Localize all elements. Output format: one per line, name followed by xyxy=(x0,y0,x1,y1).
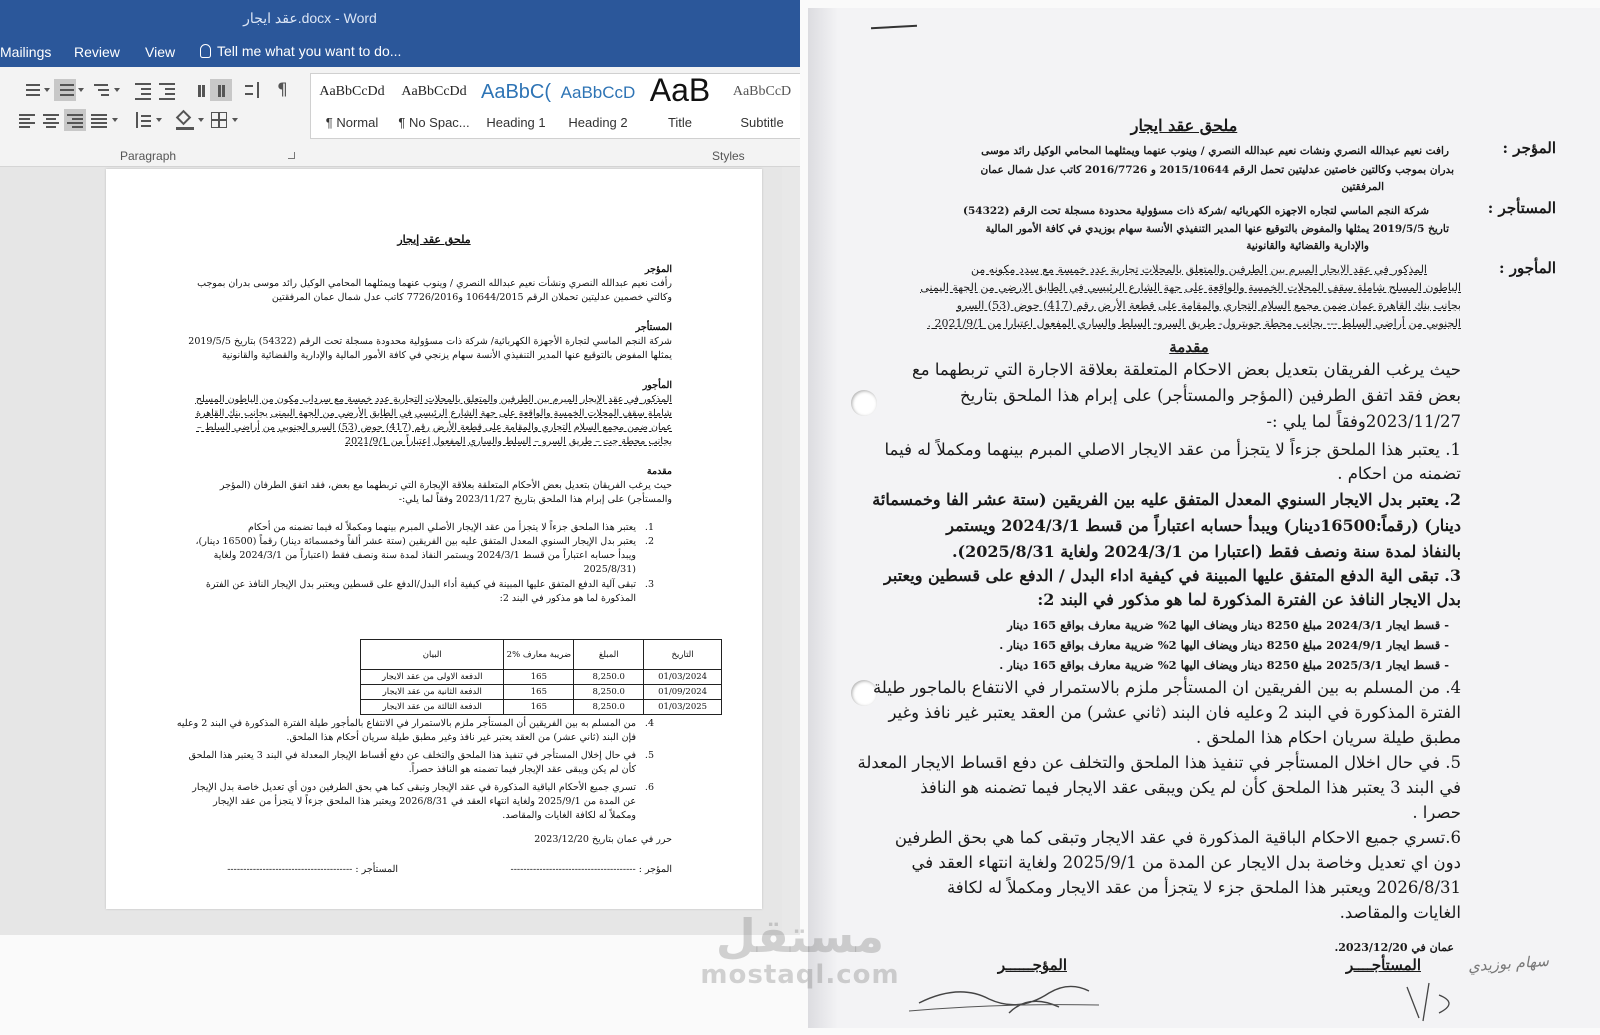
table-row xyxy=(361,670,722,685)
scan-handwriting: سهام بوزيدي xyxy=(1467,951,1550,976)
rtl-direction-icon[interactable] xyxy=(210,79,232,101)
ltr-direction-icon[interactable] xyxy=(186,79,208,101)
table-cell: الدفعة الثالثة من عقد الايجار xyxy=(361,700,504,715)
sort-icon[interactable] xyxy=(242,79,264,101)
style-preview: AaBbCcD xyxy=(560,83,636,102)
paragraph-dialog-launcher-icon[interactable] xyxy=(288,152,295,159)
doc-title: ملحق عقد إيجار xyxy=(397,233,471,246)
scan-clause-line: بالنفاذ لمدة سنة ونصف فقط (اعتبارا من 2024/3/1 ولغاية 2025/8/31). xyxy=(951,542,1461,561)
style-name: ¶ No Spac... xyxy=(398,115,470,130)
clause-number: 4. xyxy=(644,718,654,729)
lessor-line: وكالتي خصمين عدليتين تحملان الرقم 10644/2015 و7726/2016 كاتب عدل شمال عمان المرفقتين xyxy=(271,292,672,303)
paragraph-group-label: Paragraph xyxy=(120,149,177,163)
clause-line: المذكورة لما هو مذكور في البند 2: xyxy=(499,593,636,604)
table-cell: 8,250.0 xyxy=(574,685,644,700)
ribbon-tab-bar xyxy=(0,37,800,67)
clause-line: (2025/8/31 xyxy=(583,564,636,575)
document-canvas xyxy=(0,167,800,935)
clause-line: يعتبر بدل الإيجار السنوي المعدل المتفق عليه بين الفريقين (ستة عشر ألفاً وخمسمائة دينار) رقماً (16500 دينار)، xyxy=(195,536,636,547)
watermark-latin: mostaql.com xyxy=(700,960,900,990)
scan-clause-line: دون اي تعديل وخاصة بدل الايجار عن المدة من 2025/9/1 ولغاية انتهاء العقد في xyxy=(911,853,1461,872)
scan-clause-line: تضمنه من احكام . xyxy=(1337,464,1461,483)
scan-clause-line: دينار) (رقماً:16500دينار) ويبدأ حسابه اعتباراً من قسط 2024/3/1 ويستمر xyxy=(946,516,1461,535)
numbering-icon[interactable] xyxy=(54,79,76,101)
scan-clause-line: 2026/8/31 ويعتبر هذا الملحق جزء لا يتجزأ من عقد الايجار ومكملاً له لكافة xyxy=(946,878,1461,897)
increase-indent-icon[interactable] xyxy=(156,79,178,101)
table-cell: 8,250.0 xyxy=(574,670,644,685)
clause-line: من المسلم به بين الفريقين أن المستأجر ملزم بالاستمرار في الانتفاع بالمأجور طيلة الفترة المذكورة في البند 2 وعليه xyxy=(176,718,636,729)
pilcrow-icon[interactable]: ¶ xyxy=(277,80,288,100)
scan-clause-line: 1. يعتبر هذا الملحق جزءاً لا يتجزأ من عقد الايجار الاصلي المبرم بينهما ومكملاً له فيما xyxy=(884,440,1461,459)
style-preview: AaBbCcDd xyxy=(401,84,467,99)
scan-intro-line: 2023/11/27وفقاً لما يلي :- xyxy=(1266,412,1461,431)
status-area xyxy=(0,935,800,1035)
borders-icon[interactable] xyxy=(208,109,230,131)
clause-line: ويبدأ حسابه اعتباراً من قسط 2024/3/1 ويستمر النفاذ لمدة سنة ونصف فقط (اعتباراً من 2024/3/1 ولغاية xyxy=(213,550,636,561)
lessor-heading: المؤجر xyxy=(644,264,672,275)
table-cell: 165 xyxy=(504,700,574,715)
payment-table xyxy=(360,639,722,715)
scan-intro-line: بعض فقد اتفق الطرفين (المؤجر والمستأجر) على إبرام هذا الملحق بتاريخ xyxy=(960,386,1461,405)
table-row xyxy=(361,700,722,715)
document-page xyxy=(106,169,762,909)
lessor-line: رأفت نعيم عبدالله النصري ونشأت نعيم عبدالله النصري / وينوب عنهما ويمثلهما المحامي الوكيل رائد موسى بدران بموجب xyxy=(197,278,672,289)
tell-me-box[interactable] xyxy=(200,43,401,59)
clause-line: تسري جميع الأحكام الباقية المذكورة في عقد الإيجار وتبقى كما هي بحق الطرفين دون أي تعديل خاصة بدل الإيجار xyxy=(192,782,636,793)
intro-line: والمستأجر) على إبرام هذا الملحق بتاريخ 2023/11/27 وفقاً لما يلي:- xyxy=(398,494,672,505)
scan-installment: - قسط ايجار 2024/3/1 مبلغ 8250 دينار ويضاف اليها 2% ضريبة معارف بواقع 165 دينار xyxy=(1007,618,1449,632)
leased-line: المذكور في عقد الإيجار المبرم بين الطرفين والمتعلق بالمحلات التجارية عدد خمسة مع سرداب مكون من الباطون المسلح xyxy=(195,394,672,405)
align-left-icon[interactable] xyxy=(16,109,38,131)
scan-clause-line: 6.تسري جميع الاحكام الباقية المذكورة في عقد الايجار وتبقى كما هي بحق الطرفين xyxy=(894,828,1461,847)
scan-leased-line: الباطون المسلح شاملة سقف المحلات الخمسة والواقعة على جهة الشارع الرئيسي في الطابق الارضي من الجهة اليمنى xyxy=(920,281,1461,294)
style-name: Heading 2 xyxy=(568,115,628,130)
lessee-heading: المستأجر xyxy=(635,322,672,333)
scan-installment: - قسط ايجار 2024/9/1 مبلغ 8250 دينار ويضاف اليها 2% ضريبة معارف بواقع 165 دينار . xyxy=(999,638,1449,652)
clause-line: كأن لم يكن ويبقى عقد الإيجار فيما تضمنه هو النافذ حصراً. xyxy=(408,764,636,775)
lessee-line: شركة النجم الماسي لتجارة الأجهزة الكهربائية/ شركة ذات مسؤولية محدودة مسجلة تحت الرقم (54322) بتاريخ 2019/5/5 xyxy=(188,336,672,347)
scan-leased-line: بجانب بنك القاهرة عمان ضمن مجمع السلام التجاري والمقامة على قطعة الأرض رقم (417) حوض (53) السرو xyxy=(956,299,1461,312)
style-preview: AaBbCcD xyxy=(732,84,792,99)
scan-leased-label: المأجور : xyxy=(1498,259,1556,277)
leased-line: عمان ضمن مجمع السلام التجاري والمقامة على قطعة الأرض رقم (417) حوض (53) السرو الجنوبي من أراضي السلط – xyxy=(196,422,672,433)
scan-lessor-line: المرفقتين xyxy=(1341,181,1384,193)
scan-clause-line: الفترة المذكورة في البند 2 وعليه فان البند (ثاني عشر) من العقد يعتبر غير نافذ وغير xyxy=(888,703,1461,722)
signature-scribbles xyxy=(899,963,1459,1023)
leased-line: شاملة سقف المحلات الخمسة والواقعة على جهة الشارع الرئيسي في الطابق الأرضي من الجهة اليمنى بجانب بنك القاهرة xyxy=(195,408,672,419)
table-cell: 01/09/2024 xyxy=(644,685,722,700)
style-name: Title xyxy=(667,115,693,130)
style-item[interactable] xyxy=(311,74,393,138)
scan-sign-lessee: المستأجــــر xyxy=(1345,956,1421,974)
watermark-arabic: مستقل xyxy=(715,909,885,963)
punch-hole xyxy=(851,390,877,416)
style-name: Subtitle xyxy=(740,115,784,130)
scan-title: ملحق عقد ايجار xyxy=(1130,116,1238,135)
vertical-scrollbar[interactable] xyxy=(782,167,800,935)
clause-line: فإن البند (ثاني عشر) من العقد يعتبر غير نافذ وغير مطبق طيلة سريان أحكام هذا الملحق. xyxy=(286,732,636,743)
scan-date: عمان في 2023/12/20. xyxy=(1334,941,1454,954)
shading-icon[interactable] xyxy=(174,109,196,131)
scan-clause-line: حصرا . xyxy=(1412,803,1461,822)
style-item[interactable] xyxy=(639,74,721,138)
scan-leased-line: المذكور في عقد الايجار المبرم بين الطرفين والمتعلق بالمحلات تجارية عدد خمسة مع سدد مكونه من xyxy=(971,263,1427,276)
style-item[interactable] xyxy=(475,74,557,138)
scanned-contract xyxy=(808,8,1600,1028)
scan-lessor-label: المؤجر : xyxy=(1502,139,1556,157)
scan-lessor-line: بدران بموجب وكالتين خاصتين عدليتين تحمل الرقم 2015/10644 و 2016/7726 كاتب عدل شمال عمان xyxy=(980,164,1454,176)
style-preview: AaBbCcDd xyxy=(319,84,385,99)
window-title-bar xyxy=(0,0,800,37)
scan-lessee-line: تاريخ 2019/5/5 يمثلها والمفوض بالتوقيع عنها المدير التنفيذي الأنسة سهام بوزيدي في كافة الأمور المالية xyxy=(985,223,1449,235)
table-cell: الدفعة الثانية من عقد الايجار xyxy=(361,685,504,700)
style-name: ¶ Normal xyxy=(325,115,379,130)
style-preview: AaB xyxy=(649,72,711,108)
sign-lessor: المؤجر : --------------------------------------- xyxy=(510,864,672,875)
leased-heading: المأجور xyxy=(642,380,672,391)
bullets-icon[interactable] xyxy=(20,79,42,101)
table-row xyxy=(361,685,722,700)
clause-number: 2. xyxy=(644,536,654,547)
scan-lessee-label: المستأجر : xyxy=(1487,199,1556,217)
table-cell: 8,250.0 xyxy=(574,700,644,715)
scan-clause-line: بدل الايجار النافذ عن الفترة المذكورة لما هو مذكور في البند 2: xyxy=(1037,590,1461,609)
doc-date: حرر في عمان بتاريخ 2023/12/20 xyxy=(534,834,672,845)
justify-icon[interactable] xyxy=(88,109,110,131)
tab-review[interactable]: Review xyxy=(74,44,120,60)
scan-clause-line: الغايات والمقاصد. xyxy=(1339,903,1461,922)
table-header-cell: التاريخ xyxy=(644,640,722,670)
intro-heading: مقدمة xyxy=(646,466,672,477)
sign-lessee: المستأجر : --------------------------------------- xyxy=(227,864,398,875)
scan-intro-line: حيث يرغب الفريقان بتعديل بعض الاحكام المتعلقة بعلاقة الاجارة التي تربطهما مع xyxy=(911,360,1461,379)
scan-clause-line: 5. في حال اخلال المستأجر في تنفيذ هذا الملحق والتخلف عن دفع اقساط الايجار المعدلة xyxy=(857,753,1461,772)
tell-me-text: Tell me what you want to do... xyxy=(217,43,402,59)
table-header-row xyxy=(361,640,722,670)
lessee-line: يمثلها المفوض بالتوقيع عنها المدير التنفيذي الأنسة سهام يزنجي في كافة الأمور المالية والإدارية والقضائية والقانونية xyxy=(221,350,672,361)
clause-line: يعتبر هذا الملحق جزءاً لا يتجزأ من عقد الإيجار الأصلي المبرم بينهما ومكملاً له فيما تضمنه من أحكام xyxy=(247,522,636,533)
multilevel-list-icon[interactable] xyxy=(90,79,112,101)
scan-clause-line: 4. من المسلم به بين الفريقين ان المستأجر ملزم بالاستمرار في الانتفاع بالماجور طيلة xyxy=(872,678,1461,697)
scan-intro-heading: مقدمة xyxy=(1169,338,1209,356)
scan-lessee-line: والإدارية والقضائية والقانونية xyxy=(1246,240,1369,252)
clause-number: 6. xyxy=(644,782,654,793)
style-item[interactable] xyxy=(557,74,639,138)
table-header-cell: البيان xyxy=(361,640,504,670)
align-right-icon[interactable] xyxy=(64,109,86,131)
tab-view[interactable]: View xyxy=(145,44,176,60)
styles-gallery xyxy=(310,73,800,139)
scan-lessor-line: رافت نعيم عبدالله النصري ونشات نعيم عبدالله النصري / وينوب عنهما ويمثلهما المحامي الوكيل رائد موسى xyxy=(981,145,1449,157)
table-cell: الدفعة الاولى من عقد الايجار xyxy=(361,670,504,685)
clause-number: 5. xyxy=(644,750,654,761)
align-center-icon[interactable] xyxy=(40,109,62,131)
scan-clause-line: في البند 3 يعتبر هذا الملحق كأن لم يكن ويبقى عقد الايجار فيما تضمنه هو النافذ xyxy=(920,778,1461,797)
table-cell: 01/03/2024 xyxy=(644,670,722,685)
clause-line: في حال إخلال المستأجر في تنفيذ هذا الملحق والتخلف عن دفع أقساط الإيجار المعدلة في البند 3 يعتبر هذا الملحق xyxy=(188,750,636,761)
clause-number: 3. xyxy=(644,579,654,590)
scan-edge-shadow xyxy=(808,8,838,1028)
table-header-cell: ضريبة معارف %2 xyxy=(504,640,574,670)
line-spacing-icon[interactable] xyxy=(132,109,154,131)
styles-group-label: Styles xyxy=(712,149,745,163)
pen-mark xyxy=(871,25,917,29)
style-item[interactable] xyxy=(393,74,475,138)
style-preview: AaBbC( xyxy=(480,81,552,103)
scan-sign-lessor: المؤجــــــر xyxy=(997,956,1067,974)
scan-installment: - قسط ايجار 2025/3/1 مبلغ 8250 دينار ويضاف اليها 2% ضريبة معارف بواقع 165 دينار . xyxy=(999,658,1449,672)
window-title: عقد ايجار.docx - Word xyxy=(243,10,377,26)
scan-lessee-line: شركة النجم الماسي لتجاره الاجهزه الكهربائيه /شركة ذات مسؤولية محدودة مسجلة تحت الرقم (54322) xyxy=(962,205,1429,217)
style-name: Heading 1 xyxy=(486,115,546,130)
table-cell: 165 xyxy=(504,685,574,700)
clause-line: ومكملاً له لكافة الغايات والمقاصد. xyxy=(502,810,636,821)
table-cell: 01/03/2025 xyxy=(644,700,722,715)
clause-line: عن المدة من 2025/9/1 ولغاية انتهاء العقد في 2026/8/31 ويعتبر هذا الملحق جزءاً لا يتجزأ من عقد الإيجار xyxy=(213,796,636,807)
leased-line: بجانب محطة جت – طريق السرو – السلط والساري المفعول اعتباراً من 2021/9/1 xyxy=(345,436,672,447)
lightbulb-icon xyxy=(200,44,211,58)
table-header-cell: المبلغ xyxy=(574,640,644,670)
scan-clause-line: 3. تبقى الية الدفع المتفق عليها المبينة في كيفية اداء البدل / الدفع على قسطين ويعتبر xyxy=(884,566,1461,585)
clause-line: تبقى آلية الدفع المتفق عليها المبينة في كيفية أداء البدل/الدفع على قسطين ويعتبر بدل الإيجار النافذ عن الفترة xyxy=(205,579,636,590)
intro-line: حيث يرغب الفريقان بتعديل بعض الأحكام المتعلقة بعلاقة الإيجارة التي تربطهما مع بعض، فقد اتفق الطرفان (المؤجر xyxy=(219,480,672,491)
table-cell: 165 xyxy=(504,670,574,685)
style-item[interactable] xyxy=(721,74,800,138)
scan-clause-line: 2. يعتبر بدل الايجار السنوي المعدل المتفق عليه بين الفريقين (ستة عشر الفا وخمسمائة xyxy=(872,490,1461,509)
clause-number: 1. xyxy=(644,522,654,533)
ribbon-panel xyxy=(0,67,800,167)
decrease-indent-icon[interactable] xyxy=(132,79,154,101)
watermark xyxy=(700,910,900,988)
scan-leased-line: الجنوبي من أراضي السلط --- بجانب محطة جوبترول- طريق السرو- السلط والساري المفعول اعتبارا من 2021/9/1 . xyxy=(927,317,1461,330)
scan-clause-line: مطبق طيلة سريان احكام هذا الملحق . xyxy=(1195,728,1461,747)
tab-mailings[interactable]: Mailings xyxy=(0,44,52,60)
